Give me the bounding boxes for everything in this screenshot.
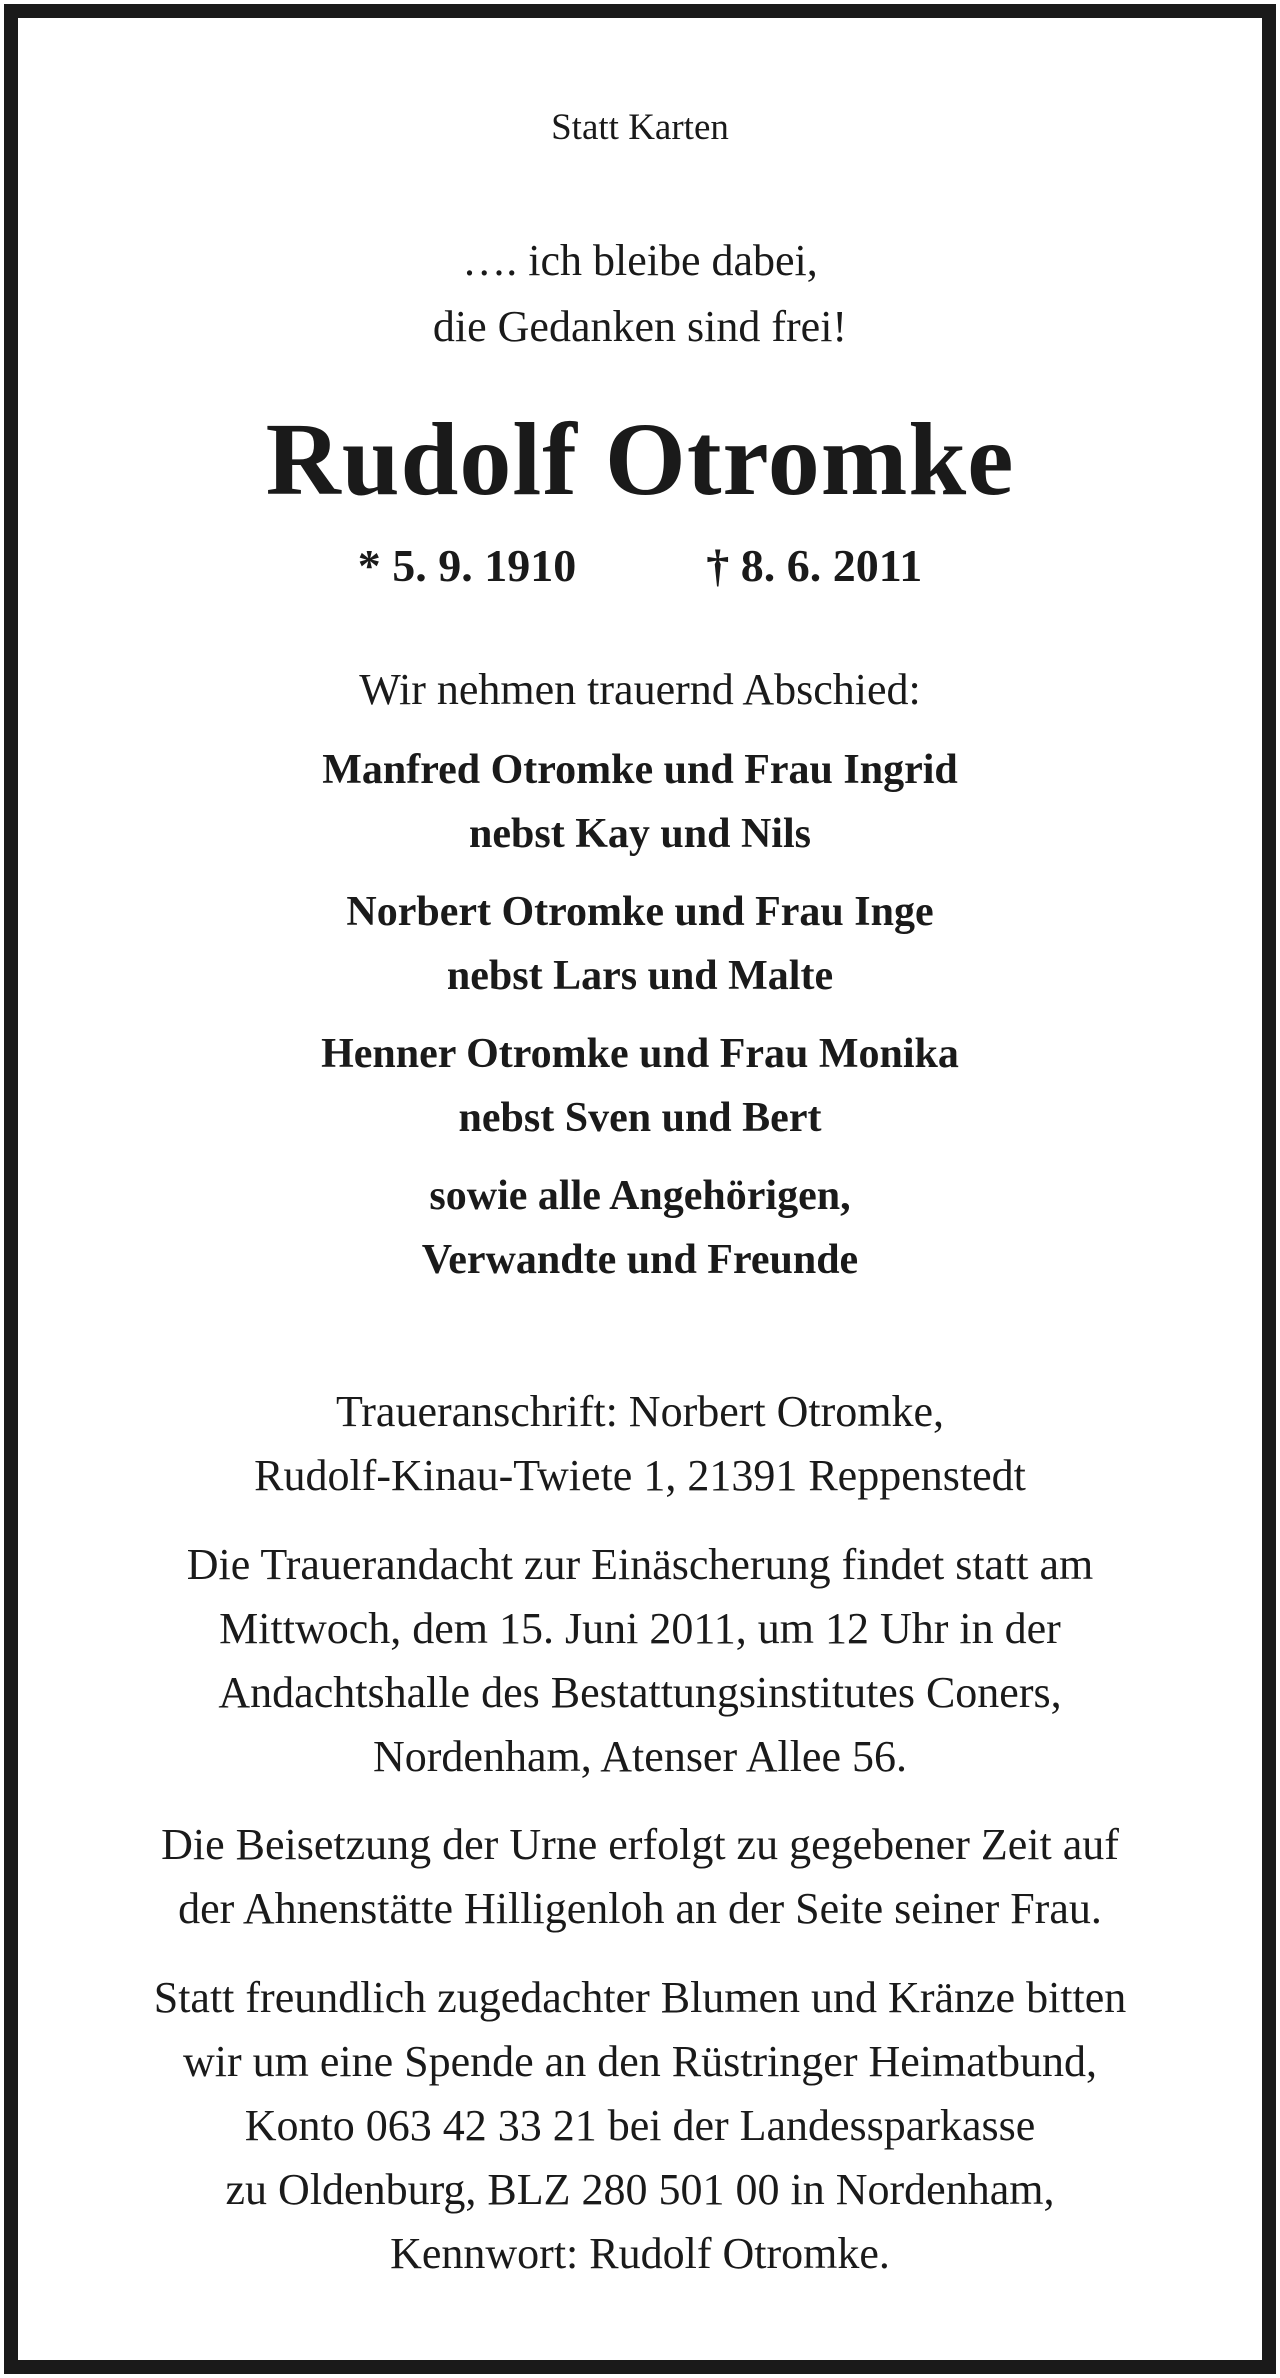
header-statt-karten [18, 106, 1262, 150]
birth-date: * 5. 9. 1910 [357, 540, 577, 591]
motto-line: die Gedanken sind frei! [432, 302, 848, 351]
death-date: † 8. 6. 2011 [706, 540, 923, 591]
donation-paragraph [18, 1966, 1262, 2286]
service-line: Die Trauerandacht zur Einäscherung findet statt am [186, 1540, 1094, 1589]
mourner-line: Manfred Otromke und Frau Ingrid [322, 747, 958, 793]
donation-line: Kennwort: Rudolf Otromke. [390, 2229, 890, 2278]
urn-burial-paragraph [18, 1813, 1262, 1941]
motto-line: …. ich bleibe dabei, [462, 236, 818, 285]
header-text: Statt Karten [551, 107, 729, 148]
service-line: Nordenham, Atenser Allee 56. [373, 1732, 907, 1781]
mourner-group [18, 738, 1262, 866]
service-line: Andachtshalle des Bestattungsinstitutes Coners, [218, 1668, 1062, 1717]
donation-line: Statt freundlich zugedachter Blumen und Kränze bitten [153, 1973, 1127, 2022]
donation-line: wir um eine Spende an den Rüstringer Heimatbund, [182, 2037, 1097, 2086]
mourner-line: Verwandte und Freunde [421, 1237, 859, 1283]
deceased-name-text: Rudolf Otromke [265, 402, 1015, 517]
mourner-line: sowie alle Angehörigen, [429, 1173, 851, 1219]
mourner-line: Norbert Otromke und Frau Inge [346, 889, 934, 935]
farewell-text: Wir nehmen trauernd Abschied: [359, 665, 921, 714]
motto [18, 228, 1262, 360]
mourner-line: nebst Sven und Bert [458, 1095, 822, 1141]
mourners-list [18, 738, 1262, 1306]
mourner-group [18, 880, 1262, 1008]
service-line: Mittwoch, dem 15. Juni 2011, um 12 Uhr in der [219, 1604, 1061, 1653]
donation-line: Konto 063 42 33 21 bei der Landessparkasse [244, 2101, 1036, 2150]
obituary-frame [4, 4, 1276, 2374]
donation-line: zu Oldenburg, BLZ 280 501 00 in Nordenham, [225, 2165, 1055, 2214]
address-line: Traueranschrift: Norbert Otromke, [335, 1387, 945, 1436]
mourner-group [18, 1022, 1262, 1150]
deceased-name [18, 398, 1262, 522]
memorial-service-paragraph [18, 1533, 1262, 1789]
mourner-group [18, 1164, 1262, 1292]
life-dates [18, 536, 1262, 596]
mourning-address [18, 1380, 1262, 1508]
address-line: Rudolf-Kinau-Twiete 1, 21391 Reppenstedt [254, 1451, 1026, 1500]
burial-line: der Ahnenstätte Hilligenloh an der Seite seiner Frau. [178, 1884, 1102, 1933]
mourner-line: nebst Kay und Nils [469, 811, 811, 857]
mourner-line: nebst Lars und Malte [446, 953, 834, 999]
burial-line: Die Beisetzung der Urne erfolgt zu gegebener Zeit auf [161, 1820, 1119, 1869]
farewell-heading [18, 658, 1262, 722]
mourner-line: Henner Otromke und Frau Monika [321, 1031, 959, 1077]
